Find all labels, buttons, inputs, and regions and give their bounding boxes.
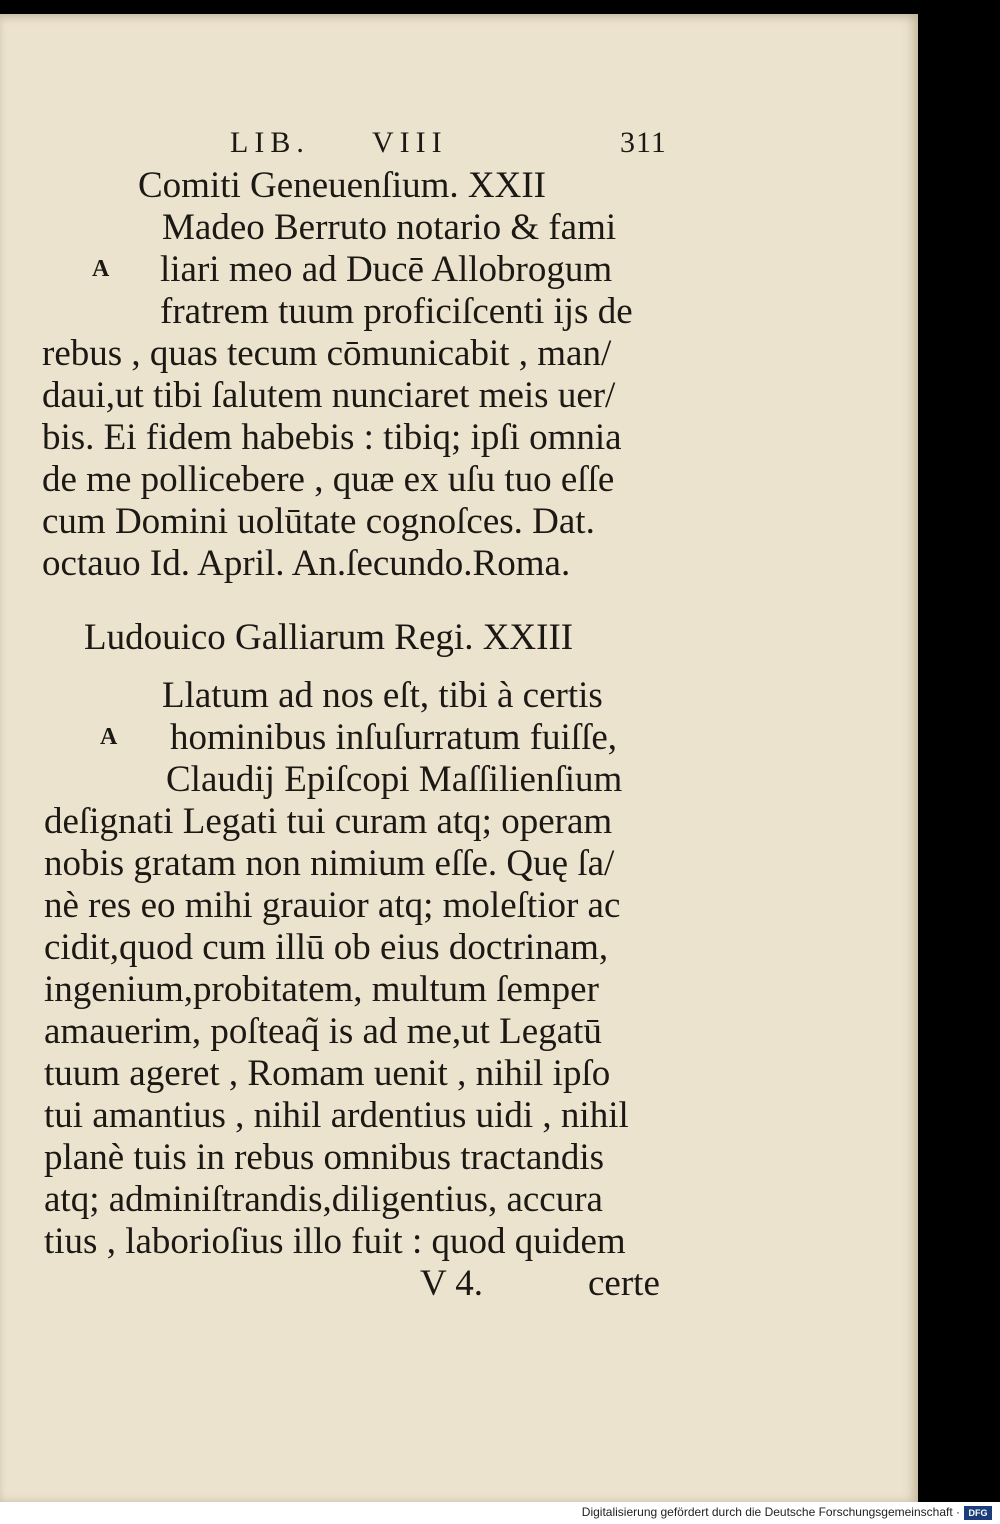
letter1-line: fratrem tuum proficiſcenti ijs de — [160, 291, 633, 332]
letter1-line: cum Domini uolūtate cognoſces. Dat. — [42, 501, 595, 542]
letter1-line: liari meo ad Ducē Allobrogum — [160, 249, 613, 290]
letter2-line: atq; adminiſtrandis,diligentius, accura — [44, 1179, 603, 1220]
catchword: certe — [588, 1263, 660, 1304]
marginal-letter: A — [92, 256, 110, 282]
letter2-line: cidit,quod cum illū ob eius doctrinam, — [44, 927, 609, 968]
page-number: 311 — [620, 126, 667, 159]
letter2-line: tuum ageret , Romam uenit , nihil ipſo — [44, 1053, 611, 1094]
digitization-footer — [0, 1502, 1000, 1524]
letter2-line: ingenium,probitatem, multum ſemper — [44, 969, 599, 1010]
letter1-line: rebus , quas tecum cōmunicabit , man/ — [42, 333, 612, 374]
running-head-book-number: VIII — [372, 126, 448, 159]
letter2-line: hominibus inſuſurratum fuiſſe, — [170, 717, 618, 758]
letter2-line: Claudij Epiſcopi Maſſilienſium — [166, 759, 623, 800]
letter1-heading: Comiti Geneuenſium. XXII — [138, 165, 546, 206]
letter2-line: nè res eo mihi grauior atq; moleſtior ac — [44, 885, 621, 926]
letter2-line: Llatum ad nos eſt, tibi à certis — [162, 675, 603, 716]
letter2-line: planè tuis in rebus omnibus tractandis — [44, 1137, 605, 1178]
book-page — [0, 14, 918, 1502]
marginal-letter: A — [100, 724, 118, 750]
running-head-book: LIB. — [230, 126, 310, 159]
letter1-line: octauo Id. April. An.ſecundo.Roma. — [42, 543, 571, 584]
letter1-line: daui,ut tibi ſalutem nunciaret meis uer/ — [42, 375, 616, 416]
dfg-logo-icon: DFG — [964, 1506, 992, 1520]
letter2-line: tius , laborioſius illo fuit : quod quidem — [44, 1221, 626, 1262]
letter2-line: tui amantius , nihil ardentius uidi , nihil — [44, 1095, 629, 1136]
letter1-line: bis. Ei fidem habebis : tibiq; ipſi omnia — [42, 417, 622, 458]
letter2-line: nobis gratam non nimium eſſe. Quę ſa/ — [44, 843, 615, 884]
letter1-line: de me pollicebere , quæ ex uſu tuo eſſe — [42, 459, 615, 500]
footer-credit: Digitalisierung gefördert durch die Deutsche Forschungsgemeinschaft · — [581, 1505, 960, 1519]
letter2-line: amauerim, poſteaq̃ is ad me,ut Legatū — [44, 1011, 602, 1052]
signature-mark: V 4. — [420, 1263, 484, 1304]
letter1-line: Madeo Berruto notario & fami — [162, 207, 617, 248]
letter2-line: deſignati Legati tui curam atq; operam — [44, 801, 613, 842]
letter2-heading: Ludouico Galliarum Regi. XXIII — [84, 617, 574, 658]
